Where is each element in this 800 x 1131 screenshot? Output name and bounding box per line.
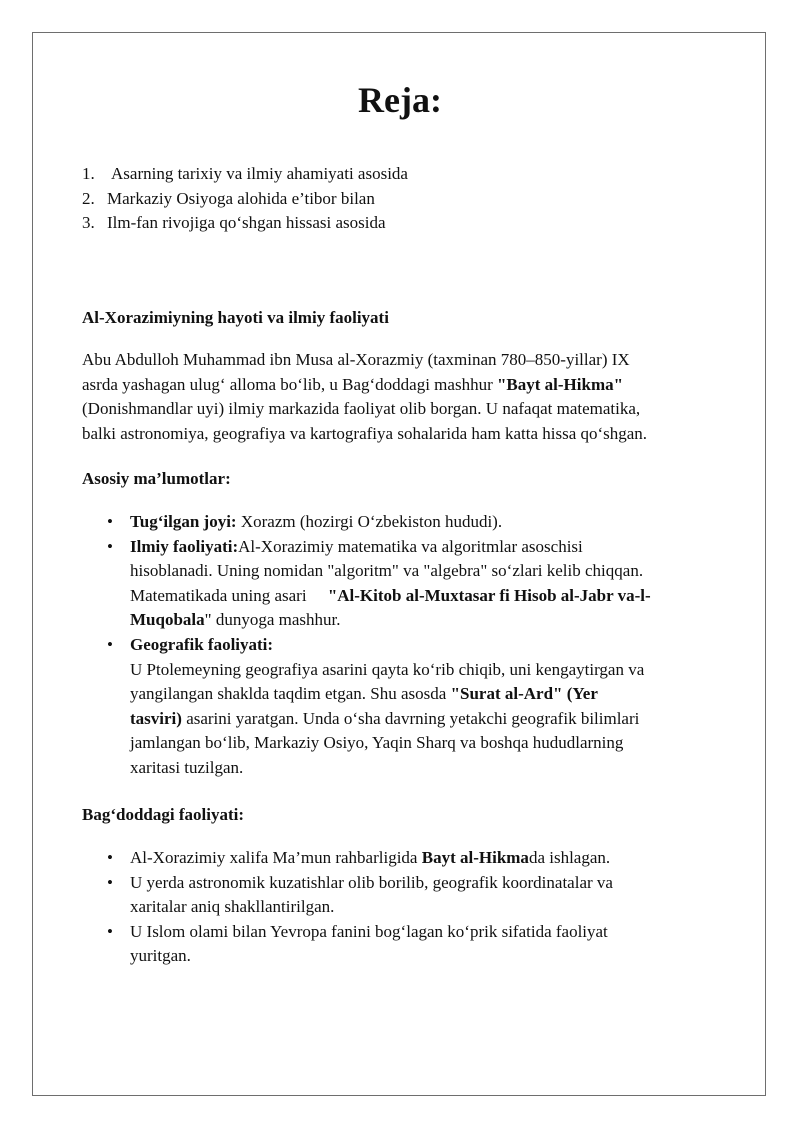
list-item (82, 535, 722, 633)
list-line: U Islom olami bilan Yevropa fanini bog‘lagan ko‘prik sifatida faoliyat (130, 921, 608, 941)
list-item-label: Geografik faoliyati: (130, 634, 274, 654)
list-line: xaritasi tuzilgan. (130, 757, 244, 777)
section-heading-main-info: Asosiy ma’lumotlar: (82, 469, 231, 488)
plan-item (82, 162, 682, 187)
baghdad-list (82, 846, 722, 969)
list-line (130, 584, 722, 609)
list-line (130, 633, 722, 658)
list-item-text: Matematikada uning asari (130, 585, 328, 605)
paragraph-line: Abu Abdulloh Muhammad ibn Musa al-Xorazmiy (taxminan 780–850-yillar) IX (82, 350, 630, 369)
list-item-bold-text: "Surat al-Ard" (Yer (450, 684, 598, 704)
list-item-text: Xorazm (hozirgi O‘zbekiston hududi). (236, 512, 503, 531)
list-item (82, 510, 722, 535)
list-item-text: Al-Xorazimiy matematika va algoritmlar asoschisi (238, 536, 583, 556)
list-line (130, 535, 722, 560)
bullet-icon: • (107, 634, 113, 654)
list-item-text: asarini yaratgan. Unda o‘sha davrning yetakchi geografik bilimlari (181, 708, 640, 728)
list-line: xaritalar aniq shakllantirilgan. (130, 897, 335, 917)
list-item-bold-text: tasviri) (130, 708, 182, 728)
list-item-text: Al-Xorazimiy xalifa Ma’mun rahbarligida (130, 848, 422, 867)
list-line (130, 682, 722, 707)
list-item-text: da ishlagan. (528, 848, 611, 867)
section-heading-biography: Al-Xorazimiyning hayoti va ilmiy faoliyati (82, 308, 389, 327)
list-item-label: Ilmiy faoliyati: (130, 536, 239, 556)
list-item (82, 920, 722, 969)
list-item (82, 871, 722, 920)
list-item (82, 633, 722, 781)
list-line: jamlangan bo‘lib, Markaziy Osiyo, Yaqin Sharq va boshqa hududlarning (130, 733, 624, 753)
list-item-bold-text: Muqobala (130, 610, 205, 630)
section-heading-baghdad: Bag‘doddagi faoliyati: (82, 805, 244, 824)
plan-item-number: 1. (82, 164, 95, 183)
list-line: U Ptolemeyning geografiya asarini qayta ko‘rib chiqib, uni kengaytirgan va (130, 659, 645, 679)
plan-item-text: Ilm-fan rivojiga qo‘shgan hissasi asosida (107, 213, 386, 232)
list-item (82, 846, 722, 871)
biography-paragraph (82, 348, 712, 446)
list-line (130, 846, 722, 871)
list-item-bold-text: "Al-Kitob al-Muxtasar fi Hisob al-Jabr va-l- (327, 585, 651, 605)
paragraph-line: balki astronomiya, geografiya va kartografiya sohalarida ham katta hissa qo‘shgan. (82, 423, 648, 443)
plan-item-number: 3. (82, 213, 95, 232)
page-title: Reja: (358, 80, 442, 120)
plan-item-text: Markaziy Osiyoga alohida e’tibor bilan (107, 188, 375, 208)
list-item-text: " dunyoga mashhur. (204, 610, 341, 630)
main-info-list (82, 510, 722, 781)
list-line (130, 608, 722, 633)
bullet-icon: • (107, 872, 113, 892)
list-line: yuritgan. (130, 946, 191, 966)
plan-item (82, 187, 682, 212)
paragraph-bold-text: "Bayt al-Hikma" (496, 374, 624, 394)
bullet-icon: • (107, 536, 113, 556)
plan-item (82, 211, 682, 236)
bullet-icon: • (107, 921, 113, 941)
list-line (130, 707, 722, 732)
bullet-icon: • (107, 512, 113, 531)
list-line: U yerda astronomik kuzatishlar olib borilib, geografik koordinatalar va (130, 872, 613, 892)
bullet-icon: • (107, 848, 113, 867)
plan-item-text: Asarning tarixiy va ilmiy ahamiyati asosida (111, 164, 408, 183)
paragraph-text: asrda yashagan ulug‘ alloma bo‘lib, u Bag‘doddagi mashhur (82, 374, 497, 394)
list-item-label: Tug‘ilgan joyi: (130, 512, 237, 531)
paragraph-line (82, 373, 712, 398)
plan-list (82, 162, 682, 236)
list-item-bold-text: Bayt al-Hikma (421, 848, 529, 867)
list-line: hisoblanadi. Uning nomidan "algoritm" va "algebra" so‘zlari kelib chiqqan. (130, 561, 644, 581)
paragraph-line: (Donishmandlar uyi) ilmiy markazida faoliyat olib borgan. U nafaqat matematika, (82, 399, 641, 418)
list-item-text: yangilangan shakldа taqdim etgan. Shu asosda (130, 684, 451, 704)
plan-item-number: 2. (82, 188, 95, 208)
list-line (130, 510, 722, 535)
